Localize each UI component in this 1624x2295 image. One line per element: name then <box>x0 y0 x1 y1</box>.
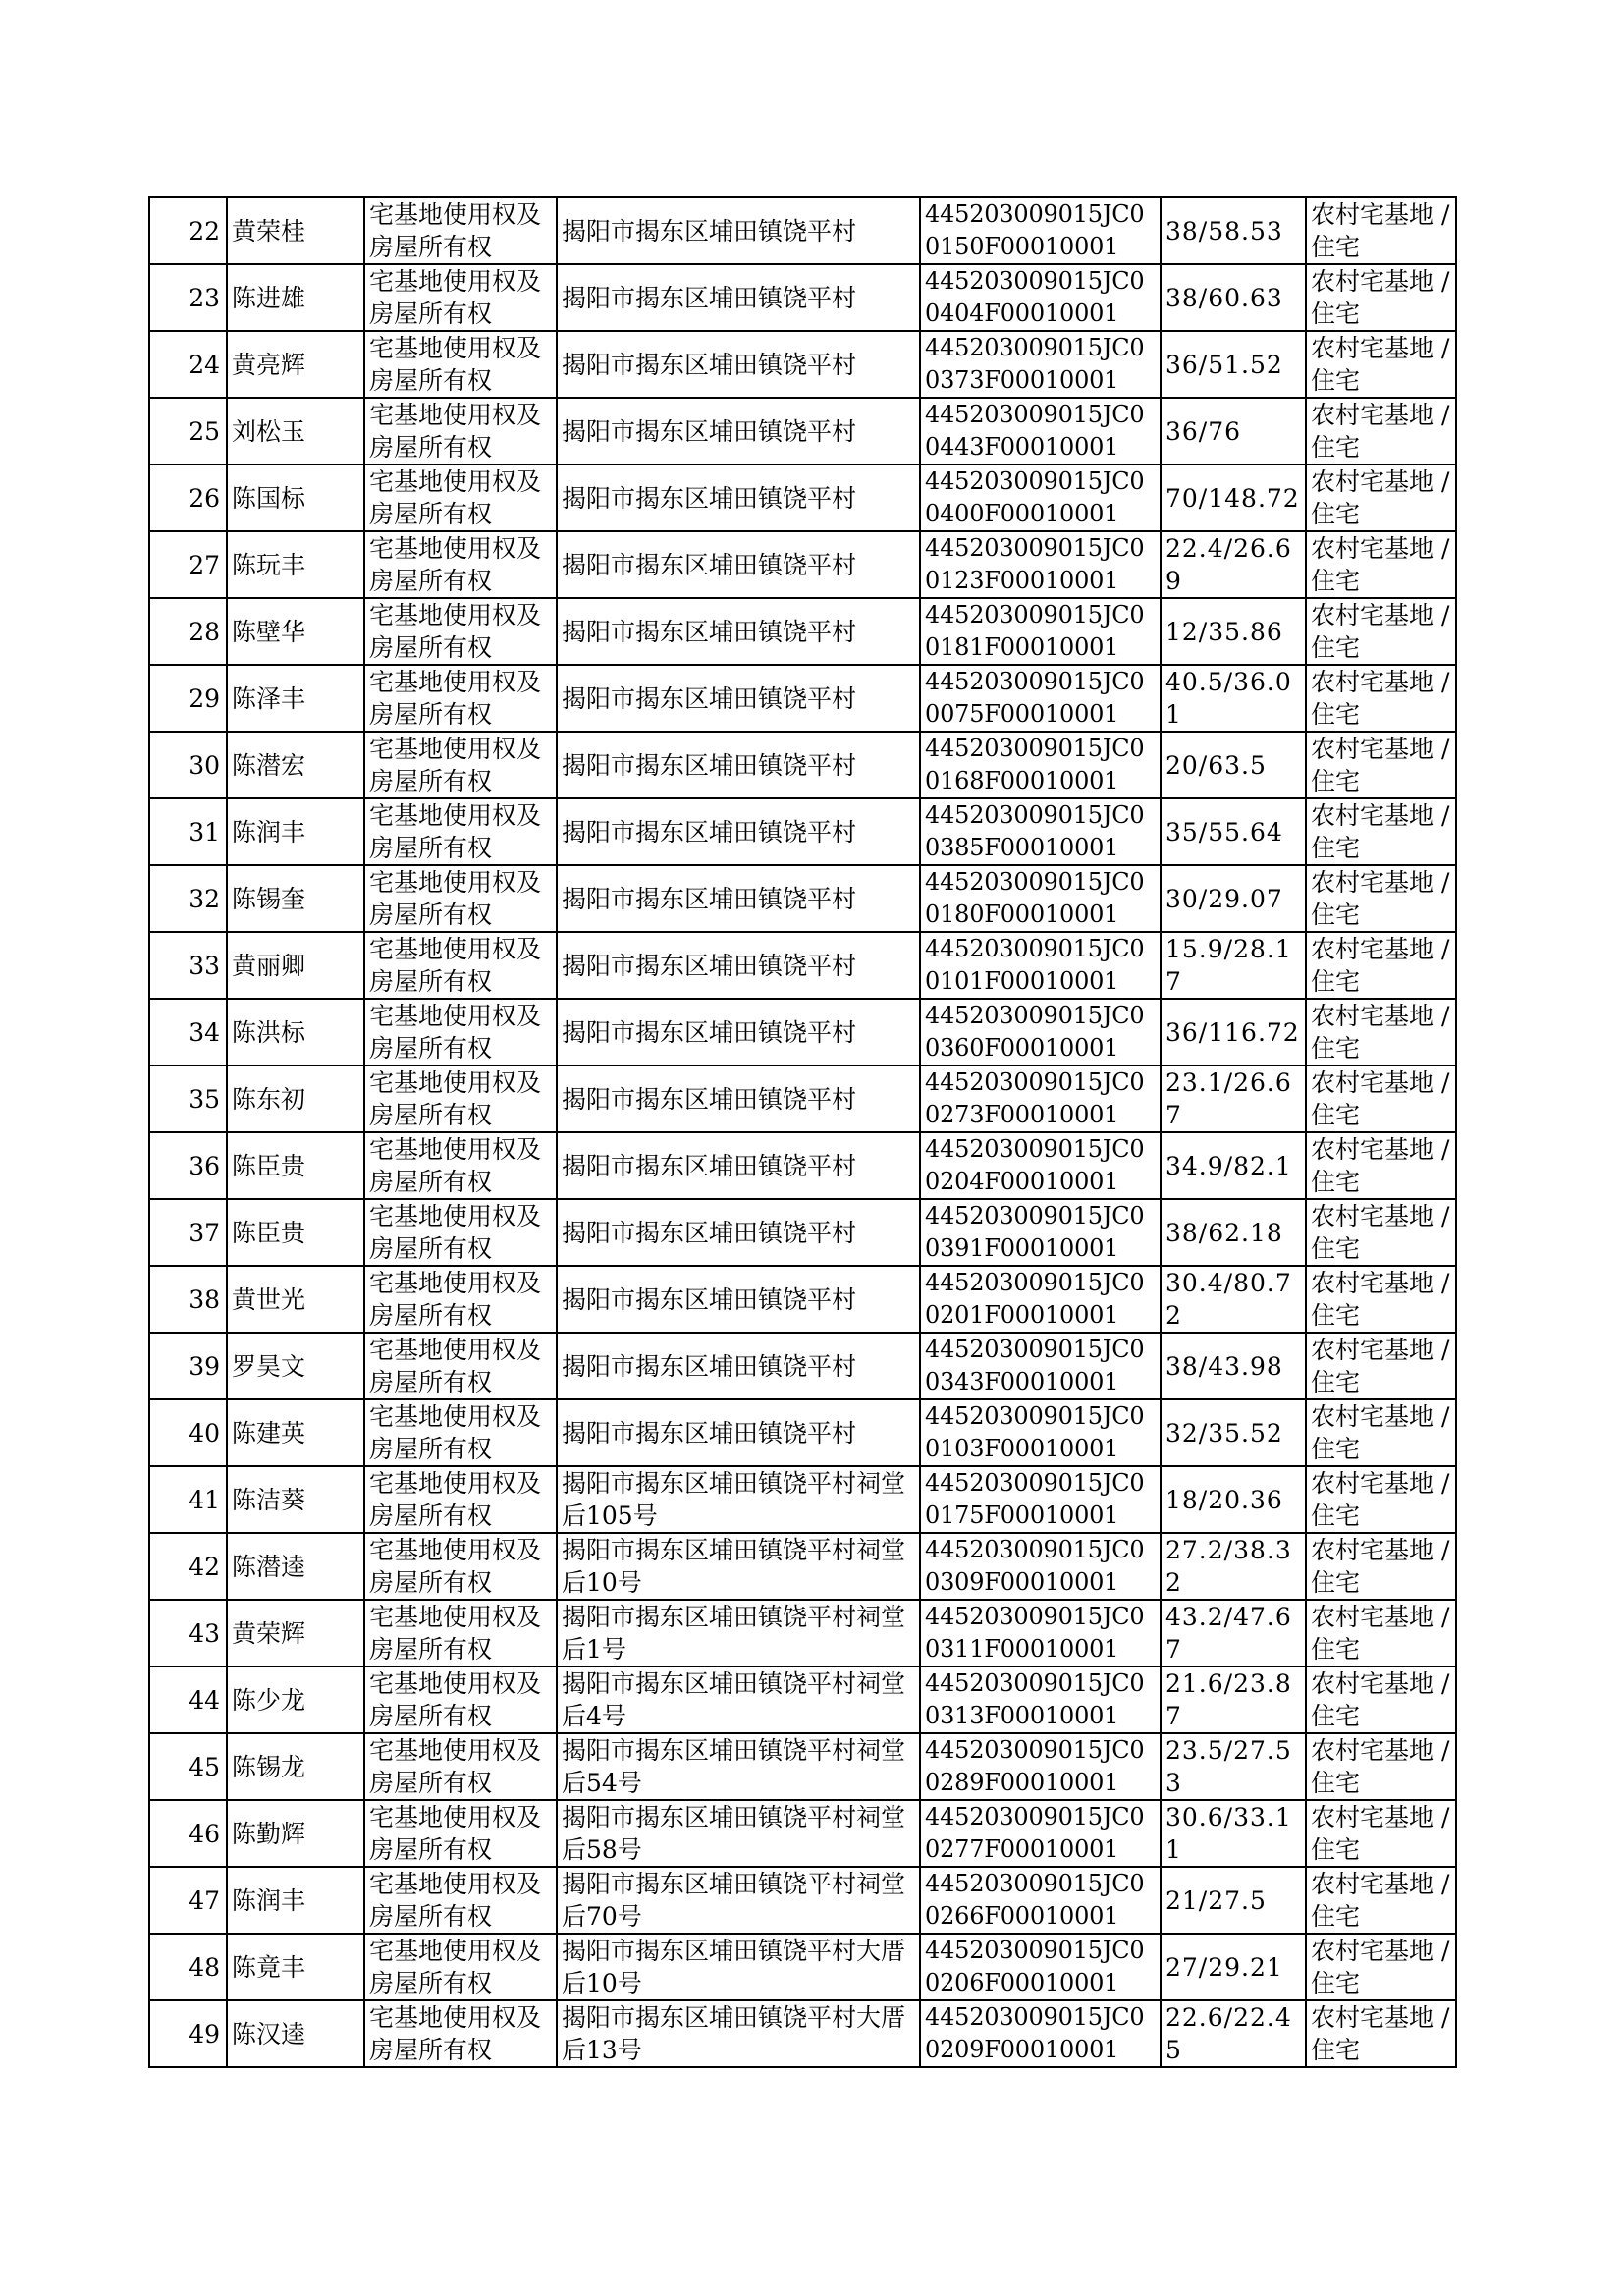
area-cell: 32/35.52 <box>1161 1399 1306 1466</box>
area-cell: 38/43.98 <box>1161 1333 1306 1399</box>
owner-name-cell: 陈锡奎 <box>227 865 364 932</box>
owner-name-cell: 陈少龙 <box>227 1667 364 1733</box>
area-cell: 35/55.64 <box>1161 798 1306 865</box>
address-cell: 揭阳市揭东区埔田镇饶平村大厝后10号 <box>557 1934 920 2000</box>
owner-name-cell: 黄荣辉 <box>227 1600 364 1667</box>
right-type-cell: 宅基地使用权及房屋所有权 <box>364 464 557 531</box>
row-number-cell: 48 <box>149 1934 227 2000</box>
owner-name-cell: 陈润丰 <box>227 1867 364 1934</box>
table-row <box>149 1667 1456 1733</box>
area-cell: 30.6/33.11 <box>1161 1800 1306 1867</box>
area-cell: 23.5/27.53 <box>1161 1733 1306 1800</box>
right-type-cell: 宅基地使用权及房屋所有权 <box>364 1667 557 1733</box>
row-number-cell: 22 <box>149 197 227 264</box>
owner-name-cell: 陈洪标 <box>227 999 364 1066</box>
address-cell: 揭阳市揭东区埔田镇饶平村 <box>557 999 920 1066</box>
area-cell: 27/29.21 <box>1161 1934 1306 2000</box>
table-row <box>149 1399 1456 1466</box>
table-row <box>149 865 1456 932</box>
land-use-cell: 农村宅基地 / 住宅 <box>1306 1066 1456 1132</box>
land-use-cell: 农村宅基地 / 住宅 <box>1306 1600 1456 1667</box>
table-row <box>149 665 1456 732</box>
table-row <box>149 2000 1456 2067</box>
right-type-cell: 宅基地使用权及房屋所有权 <box>364 1733 557 1800</box>
area-cell: 27.2/38.32 <box>1161 1533 1306 1600</box>
address-cell: 揭阳市揭东区埔田镇饶平村 <box>557 264 920 331</box>
land-use-cell: 农村宅基地 / 住宅 <box>1306 932 1456 999</box>
owner-name-cell: 刘松玉 <box>227 398 364 464</box>
right-type-cell: 宅基地使用权及房屋所有权 <box>364 331 557 398</box>
row-number-cell: 41 <box>149 1466 227 1533</box>
area-cell: 70/148.72 <box>1161 464 1306 531</box>
address-cell: 揭阳市揭东区埔田镇饶平村 <box>557 1266 920 1333</box>
row-number-cell: 45 <box>149 1733 227 1800</box>
unit-code-cell: 445203009015JC00443F00010001 <box>920 398 1161 464</box>
row-number-cell: 30 <box>149 732 227 798</box>
table-row <box>149 1066 1456 1132</box>
land-use-cell: 农村宅基地 / 住宅 <box>1306 331 1456 398</box>
unit-code-cell: 445203009015JC00209F00010001 <box>920 2000 1161 2067</box>
right-type-cell: 宅基地使用权及房屋所有权 <box>364 1466 557 1533</box>
owner-name-cell: 陈勤辉 <box>227 1800 364 1867</box>
unit-code-cell: 445203009015JC00180F00010001 <box>920 865 1161 932</box>
right-type-cell: 宅基地使用权及房屋所有权 <box>364 932 557 999</box>
table-row <box>149 1934 1456 2000</box>
row-number-cell: 35 <box>149 1066 227 1132</box>
row-number-cell: 36 <box>149 1132 227 1199</box>
table-row <box>149 1800 1456 1867</box>
table-row <box>149 932 1456 999</box>
area-cell: 18/20.36 <box>1161 1466 1306 1533</box>
row-number-cell: 34 <box>149 999 227 1066</box>
unit-code-cell: 445203009015JC00309F00010001 <box>920 1533 1161 1600</box>
owner-name-cell: 陈进雄 <box>227 264 364 331</box>
area-cell: 15.9/28.17 <box>1161 932 1306 999</box>
table-row <box>149 732 1456 798</box>
land-use-cell: 农村宅基地 / 住宅 <box>1306 1266 1456 1333</box>
table-body <box>149 197 1456 2067</box>
address-cell: 揭阳市揭东区埔田镇饶平村 <box>557 398 920 464</box>
unit-code-cell: 445203009015JC00311F00010001 <box>920 1600 1161 1667</box>
address-cell: 揭阳市揭东区埔田镇饶平村 <box>557 865 920 932</box>
land-use-cell: 农村宅基地 / 住宅 <box>1306 1333 1456 1399</box>
unit-code-cell: 445203009015JC00273F00010001 <box>920 1066 1161 1132</box>
area-cell: 34.9/82.1 <box>1161 1132 1306 1199</box>
land-use-cell: 农村宅基地 / 住宅 <box>1306 1132 1456 1199</box>
unit-code-cell: 445203009015JC00266F00010001 <box>920 1867 1161 1934</box>
row-number-cell: 23 <box>149 264 227 331</box>
area-cell: 43.2/47.67 <box>1161 1600 1306 1667</box>
owner-name-cell: 陈潜逵 <box>227 1533 364 1600</box>
area-cell: 22.6/22.45 <box>1161 2000 1306 2067</box>
owner-name-cell: 陈竟丰 <box>227 1934 364 2000</box>
area-cell: 38/60.63 <box>1161 264 1306 331</box>
owner-name-cell: 陈东初 <box>227 1066 364 1132</box>
row-number-cell: 26 <box>149 464 227 531</box>
table-row <box>149 1533 1456 1600</box>
table-row <box>149 1266 1456 1333</box>
unit-code-cell: 445203009015JC00103F00010001 <box>920 1399 1161 1466</box>
right-type-cell: 宅基地使用权及房屋所有权 <box>364 798 557 865</box>
area-cell: 23.1/26.67 <box>1161 1066 1306 1132</box>
right-type-cell: 宅基地使用权及房屋所有权 <box>364 1066 557 1132</box>
address-cell: 揭阳市揭东区埔田镇饶平村 <box>557 665 920 732</box>
owner-name-cell: 陈国标 <box>227 464 364 531</box>
row-number-cell: 46 <box>149 1800 227 1867</box>
owner-name-cell: 陈汉逵 <box>227 2000 364 2067</box>
owner-name-cell: 陈泽丰 <box>227 665 364 732</box>
land-use-cell: 农村宅基地 / 住宅 <box>1306 1399 1456 1466</box>
area-cell: 30/29.07 <box>1161 865 1306 932</box>
table-row <box>149 1733 1456 1800</box>
owner-name-cell: 陈锡龙 <box>227 1733 364 1800</box>
land-use-cell: 农村宅基地 / 住宅 <box>1306 598 1456 665</box>
unit-code-cell: 445203009015JC00277F00010001 <box>920 1800 1161 1867</box>
table-row <box>149 1466 1456 1533</box>
land-use-cell: 农村宅基地 / 住宅 <box>1306 1800 1456 1867</box>
owner-name-cell: 陈潜宏 <box>227 732 364 798</box>
table-row <box>149 798 1456 865</box>
table-row <box>149 398 1456 464</box>
address-cell: 揭阳市揭东区埔田镇饶平村祠堂后58号 <box>557 1800 920 1867</box>
address-cell: 揭阳市揭东区埔田镇饶平村祠堂后70号 <box>557 1867 920 1934</box>
right-type-cell: 宅基地使用权及房屋所有权 <box>364 1533 557 1600</box>
table-row <box>149 598 1456 665</box>
owner-name-cell: 黄丽卿 <box>227 932 364 999</box>
table-row <box>149 331 1456 398</box>
table-row <box>149 1600 1456 1667</box>
right-type-cell: 宅基地使用权及房屋所有权 <box>364 732 557 798</box>
right-type-cell: 宅基地使用权及房屋所有权 <box>364 1199 557 1266</box>
row-number-cell: 42 <box>149 1533 227 1600</box>
address-cell: 揭阳市揭东区埔田镇饶平村 <box>557 732 920 798</box>
land-use-cell: 农村宅基地 / 住宅 <box>1306 865 1456 932</box>
land-use-cell: 农村宅基地 / 住宅 <box>1306 197 1456 264</box>
land-use-cell: 农村宅基地 / 住宅 <box>1306 999 1456 1066</box>
row-number-cell: 39 <box>149 1333 227 1399</box>
right-type-cell: 宅基地使用权及房屋所有权 <box>364 197 557 264</box>
table-row <box>149 1199 1456 1266</box>
address-cell: 揭阳市揭东区埔田镇饶平村祠堂后1号 <box>557 1600 920 1667</box>
table-row <box>149 1333 1456 1399</box>
unit-code-cell: 445203009015JC00206F00010001 <box>920 1934 1161 2000</box>
right-type-cell: 宅基地使用权及房屋所有权 <box>364 1600 557 1667</box>
row-number-cell: 27 <box>149 531 227 598</box>
row-number-cell: 25 <box>149 398 227 464</box>
unit-code-cell: 445203009015JC00201F00010001 <box>920 1266 1161 1333</box>
right-type-cell: 宅基地使用权及房屋所有权 <box>364 1934 557 2000</box>
land-use-cell: 农村宅基地 / 住宅 <box>1306 665 1456 732</box>
owner-name-cell: 陈玩丰 <box>227 531 364 598</box>
owner-name-cell: 陈臣贵 <box>227 1199 364 1266</box>
registration-table <box>148 196 1457 2068</box>
owner-name-cell: 陈润丰 <box>227 798 364 865</box>
address-cell: 揭阳市揭东区埔田镇饶平村 <box>557 598 920 665</box>
area-cell: 36/116.72 <box>1161 999 1306 1066</box>
address-cell: 揭阳市揭东区埔田镇饶平村 <box>557 1333 920 1399</box>
area-cell: 36/51.52 <box>1161 331 1306 398</box>
land-use-cell: 农村宅基地 / 住宅 <box>1306 1199 1456 1266</box>
area-cell: 38/58.53 <box>1161 197 1306 264</box>
area-cell: 21/27.5 <box>1161 1867 1306 1934</box>
owner-name-cell: 陈臣贵 <box>227 1132 364 1199</box>
unit-code-cell: 445203009015JC00404F00010001 <box>920 264 1161 331</box>
right-type-cell: 宅基地使用权及房屋所有权 <box>364 1132 557 1199</box>
area-cell: 22.4/26.69 <box>1161 531 1306 598</box>
land-use-cell: 农村宅基地 / 住宅 <box>1306 1466 1456 1533</box>
owner-name-cell: 黄亮辉 <box>227 331 364 398</box>
unit-code-cell: 445203009015JC00400F00010001 <box>920 464 1161 531</box>
table-row <box>149 464 1456 531</box>
area-cell: 21.6/23.87 <box>1161 1667 1306 1733</box>
address-cell: 揭阳市揭东区埔田镇饶平村 <box>557 1199 920 1266</box>
unit-code-cell: 445203009015JC00313F00010001 <box>920 1667 1161 1733</box>
unit-code-cell: 445203009015JC00391F00010001 <box>920 1199 1161 1266</box>
address-cell: 揭阳市揭东区埔田镇饶平村 <box>557 798 920 865</box>
area-cell: 20/63.5 <box>1161 732 1306 798</box>
land-use-cell: 农村宅基地 / 住宅 <box>1306 2000 1456 2067</box>
land-use-cell: 农村宅基地 / 住宅 <box>1306 1934 1456 2000</box>
table-row <box>149 531 1456 598</box>
right-type-cell: 宅基地使用权及房屋所有权 <box>364 1333 557 1399</box>
area-cell: 36/76 <box>1161 398 1306 464</box>
owner-name-cell: 陈洁葵 <box>227 1466 364 1533</box>
address-cell: 揭阳市揭东区埔田镇饶平村 <box>557 197 920 264</box>
area-cell: 38/62.18 <box>1161 1199 1306 1266</box>
land-use-cell: 农村宅基地 / 住宅 <box>1306 732 1456 798</box>
row-number-cell: 40 <box>149 1399 227 1466</box>
address-cell: 揭阳市揭东区埔田镇饶平村 <box>557 1399 920 1466</box>
row-number-cell: 32 <box>149 865 227 932</box>
land-use-cell: 农村宅基地 / 住宅 <box>1306 264 1456 331</box>
right-type-cell: 宅基地使用权及房屋所有权 <box>364 999 557 1066</box>
owner-name-cell: 黄荣桂 <box>227 197 364 264</box>
row-number-cell: 44 <box>149 1667 227 1733</box>
row-number-cell: 29 <box>149 665 227 732</box>
row-number-cell: 28 <box>149 598 227 665</box>
area-cell: 30.4/80.72 <box>1161 1266 1306 1333</box>
row-number-cell: 24 <box>149 331 227 398</box>
unit-code-cell: 445203009015JC00360F00010001 <box>920 999 1161 1066</box>
row-number-cell: 38 <box>149 1266 227 1333</box>
right-type-cell: 宅基地使用权及房屋所有权 <box>364 598 557 665</box>
land-use-cell: 农村宅基地 / 住宅 <box>1306 531 1456 598</box>
row-number-cell: 31 <box>149 798 227 865</box>
table-row <box>149 197 1456 264</box>
right-type-cell: 宅基地使用权及房屋所有权 <box>364 1867 557 1934</box>
land-use-cell: 农村宅基地 / 住宅 <box>1306 1733 1456 1800</box>
address-cell: 揭阳市揭东区埔田镇饶平村大厝后13号 <box>557 2000 920 2067</box>
address-cell: 揭阳市揭东区埔田镇饶平村祠堂后105号 <box>557 1466 920 1533</box>
address-cell: 揭阳市揭东区埔田镇饶平村 <box>557 932 920 999</box>
row-number-cell: 33 <box>149 932 227 999</box>
unit-code-cell: 445203009015JC00181F00010001 <box>920 598 1161 665</box>
land-use-cell: 农村宅基地 / 住宅 <box>1306 464 1456 531</box>
unit-code-cell: 445203009015JC00343F00010001 <box>920 1333 1161 1399</box>
land-use-cell: 农村宅基地 / 住宅 <box>1306 398 1456 464</box>
row-number-cell: 47 <box>149 1867 227 1934</box>
owner-name-cell: 陈建英 <box>227 1399 364 1466</box>
unit-code-cell: 445203009015JC00150F00010001 <box>920 197 1161 264</box>
unit-code-cell: 445203009015JC00101F00010001 <box>920 932 1161 999</box>
right-type-cell: 宅基地使用权及房屋所有权 <box>364 665 557 732</box>
right-type-cell: 宅基地使用权及房屋所有权 <box>364 1266 557 1333</box>
unit-code-cell: 445203009015JC00168F00010001 <box>920 732 1161 798</box>
right-type-cell: 宅基地使用权及房屋所有权 <box>364 2000 557 2067</box>
right-type-cell: 宅基地使用权及房屋所有权 <box>364 1800 557 1867</box>
right-type-cell: 宅基地使用权及房屋所有权 <box>364 264 557 331</box>
right-type-cell: 宅基地使用权及房屋所有权 <box>364 398 557 464</box>
unit-code-cell: 445203009015JC00289F00010001 <box>920 1733 1161 1800</box>
address-cell: 揭阳市揭东区埔田镇饶平村祠堂后4号 <box>557 1667 920 1733</box>
table-row <box>149 264 1456 331</box>
land-use-cell: 农村宅基地 / 住宅 <box>1306 798 1456 865</box>
unit-code-cell: 445203009015JC00175F00010001 <box>920 1466 1161 1533</box>
address-cell: 揭阳市揭东区埔田镇饶平村 <box>557 464 920 531</box>
right-type-cell: 宅基地使用权及房屋所有权 <box>364 865 557 932</box>
address-cell: 揭阳市揭东区埔田镇饶平村 <box>557 1066 920 1132</box>
land-use-cell: 农村宅基地 / 住宅 <box>1306 1533 1456 1600</box>
row-number-cell: 49 <box>149 2000 227 2067</box>
owner-name-cell: 罗昊文 <box>227 1333 364 1399</box>
area-cell: 40.5/36.01 <box>1161 665 1306 732</box>
right-type-cell: 宅基地使用权及房屋所有权 <box>364 531 557 598</box>
area-cell: 12/35.86 <box>1161 598 1306 665</box>
unit-code-cell: 445203009015JC00204F00010001 <box>920 1132 1161 1199</box>
table-row <box>149 1132 1456 1199</box>
owner-name-cell: 陈壁华 <box>227 598 364 665</box>
unit-code-cell: 445203009015JC00373F00010001 <box>920 331 1161 398</box>
table-row <box>149 999 1456 1066</box>
row-number-cell: 37 <box>149 1199 227 1266</box>
unit-code-cell: 445203009015JC00075F00010001 <box>920 665 1161 732</box>
right-type-cell: 宅基地使用权及房屋所有权 <box>364 1399 557 1466</box>
address-cell: 揭阳市揭东区埔田镇饶平村祠堂后10号 <box>557 1533 920 1600</box>
address-cell: 揭阳市揭东区埔田镇饶平村 <box>557 331 920 398</box>
land-use-cell: 农村宅基地 / 住宅 <box>1306 1867 1456 1934</box>
unit-code-cell: 445203009015JC00385F00010001 <box>920 798 1161 865</box>
land-use-cell: 农村宅基地 / 住宅 <box>1306 1667 1456 1733</box>
address-cell: 揭阳市揭东区埔田镇饶平村 <box>557 531 920 598</box>
address-cell: 揭阳市揭东区埔田镇饶平村祠堂后54号 <box>557 1733 920 1800</box>
owner-name-cell: 黄世光 <box>227 1266 364 1333</box>
unit-code-cell: 445203009015JC00123F00010001 <box>920 531 1161 598</box>
address-cell: 揭阳市揭东区埔田镇饶平村 <box>557 1132 920 1199</box>
row-number-cell: 43 <box>149 1600 227 1667</box>
table-row <box>149 1867 1456 1934</box>
